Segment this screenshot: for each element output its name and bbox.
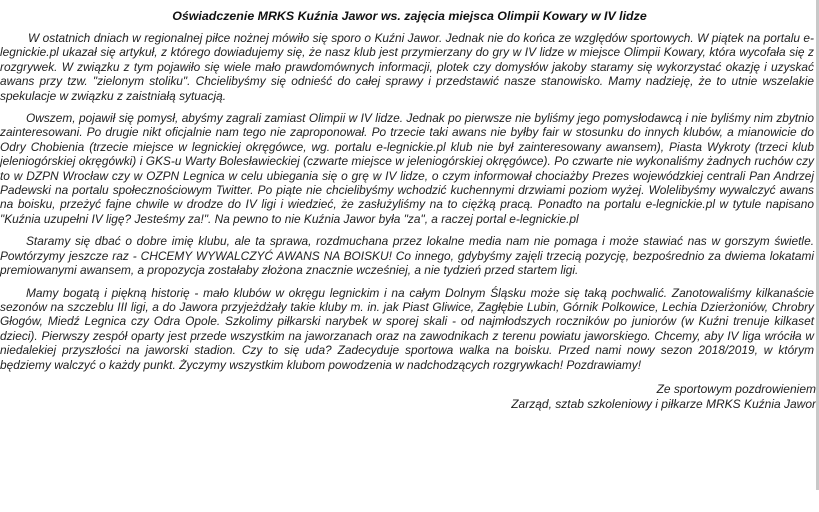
paragraph-history: Mamy bogatą i piękną historię - mało klubów w okręgu legnickim i na całym Dolnym Śląsku może się taką pochwalić. Zanotowaliśmy kilkanaście sezonów na szczeblu III ligi, a do Jawora przyjeżdżały takie kluby m. in. jak Piast Gliwice, Zagłębie Lubin, Górnik Polkowice, Lechia Dzierżoniów, Chrobry Głogów, Miedź Legnica czy Odra Opole. Szkolimy piłkarski narybek w sporej skali - od najmłodszych roczników po juniorów (w Kuźni trenuje kilkaset dzieci). Pierwszy zespół oparty jest przede wszystkim na jaworzanach oraz na zawodnikach z terenu powiatu jaworskiego. Chcemy, aby IV liga wróciła w niedalekiej przyszłości na jaworski stadion. Czy to się uda? Zadecyduje sportowa walka na boisku. Przed nami nowy sezon 2018/2019, w którym będziemy walczyć o każdy punkt. Życzymy wszystkim klubom powodzenia w nadchodzących rozgrywkach! Pozdrawiamy! xyxy=(0,285,814,372)
statement-body xyxy=(0,31,814,372)
paragraph-intro: W ostatnich dniach w regionalnej piłce nożnej mówiło się sporo o Kuźni Jawor. Jednak nie do końca ze względów sportowych. W piątek na portalu e-legnickie.pl ukazał się artykuł, z którego dowiadujemy się, że nasz klub jest przymierzany do gry w IV lidze w miejsce Olimpii Kowary, która wycofała się z rozgrywek. W związku z tym pojawiło się wiele mało prawdomównych informacji, plotek czy domysłów jakoby staramy się wykorzystać okazję i uzyskać awans przy tzw. "zielonym stoliku". Chcielibyśmy się odnieść do całej sprawy i przedstawić nasze stanowisko. Mamy nadzieję, że to utnie wszelakie spekulacje w związku z zaistniałą sytuacją. xyxy=(0,31,814,103)
signature-greeting: Ze sportowym pozdrowieniem xyxy=(656,381,816,396)
statement-title: Oświadczenie MRKS Kuźnia Jawor ws. zajęcia miejsca Olimpii Kowary w IV lidze xyxy=(172,9,647,23)
signature-block xyxy=(0,382,816,412)
paragraph-reputation: Staramy się dbać o dobre imię klubu, ale ta sprawa, rozdmuchana przez lokalne media nam nie pomaga i może stawiać nas w gorszym świetle. Powtórzymy jeszcze raz - CHCEMY WYWALCZYĆ AWANS NA BOISKU! Co innego, gdybyśmy zajęli trzecią pozycję, bezpośrednio za dwiema lokatami premiowanymi awansem, a propozycja zostałaby złożona znacznie wcześniej, a nie tydzień przed startem ligi. xyxy=(0,234,814,278)
signature-authors: Zarząd, sztab szkoleniowy i piłkarze MRKS Kuźnia Jawor xyxy=(511,396,816,411)
paragraph-position: Owszem, pojawił się pomysł, abyśmy zagrali zamiast Olimpii w IV lidze. Jednak po pierwsze nie byliśmy jego pomysłodawcą i nie byliśmy nim zbytnio zainteresowani. Po drugie nikt oficjalnie nam tego nie zaproponował. Po trzecie taki awans nie byłby fair w stosunku do innych klubów, a mianowicie do Odry Chobienia (trzecie miejsce w legnickiej okręgówce, wg. portalu e-legnickie.pl klub nie był zainteresowany awansem), Piasta Wykroty (trzeci klub jeleniogórskiej okręgówki) i GKS-u Warty Bolesławieckiej (czwarte miejsce w jeleniogórskiej okręgówce). Po czwarte nie wykonaliśmy żadnych ruchów czy to w DZPN Wrocław czy w OZPN Legnica w celu ubiegania się o grę w IV lidze, o czym informował chociażby Prezes wojewódzkiej centrali Pan Andrzej Padewski na portalu społecznościowym Twitter. Po piąte nie chcielibyśmy wchodzić kuchennymi drzwiami poziom wyżej. Wolelibyśmy wywalczyć awans na boisku, przeżyć fajne chwile w drodze do IV ligi i wiedzieć, że zasłużyliśmy na to ciężką pracą. Ponadto na portalu e-legnickie.pl w tytule napisano "Kuźnia uzupełni IV ligę? Jesteśmy za!". Na pewno to nie Kuźnia Jawor była "za", a raczej portal e-legnickie.pl xyxy=(0,111,814,226)
